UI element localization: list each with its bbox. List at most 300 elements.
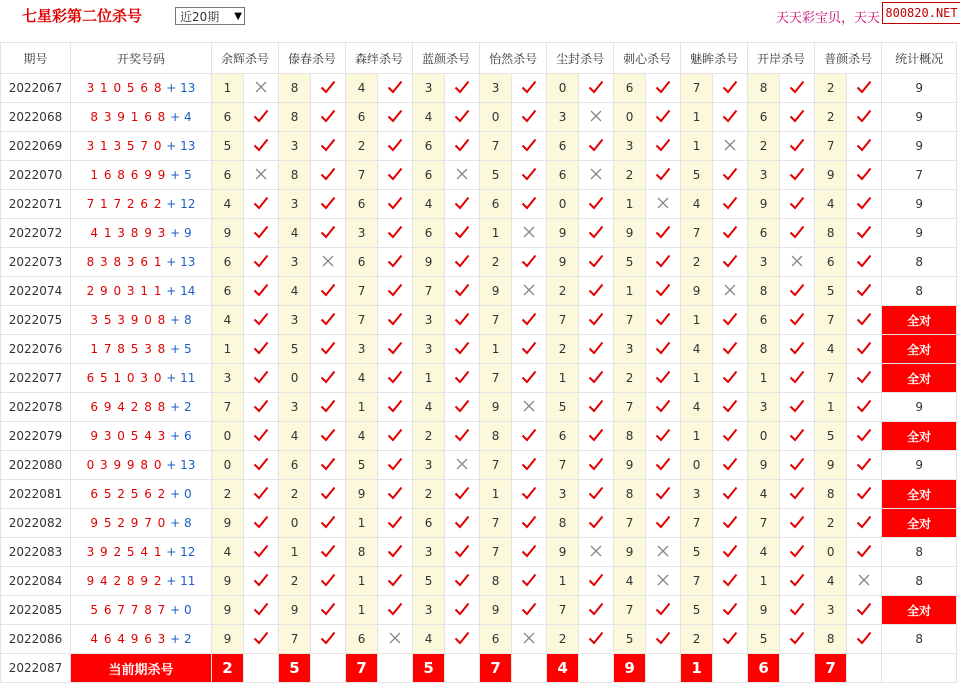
current-blank-cell (713, 654, 748, 683)
draw-numbers-cell (71, 335, 212, 364)
kill-result-cell (713, 451, 748, 480)
check-icon (588, 311, 604, 327)
check-icon (588, 195, 604, 211)
kill-digit-cell: 0 (547, 74, 579, 103)
check-icon (387, 543, 403, 559)
kill-result-cell (780, 480, 815, 509)
draw-numbers: 4 6 4 9 6 3 (90, 632, 167, 646)
cross-icon (522, 399, 536, 413)
check-icon (856, 340, 872, 356)
kill-digit-cell: 6 (547, 132, 579, 161)
kill-digit-cell: 4 (212, 190, 244, 219)
kill-result-cell (378, 480, 413, 509)
kill-result-cell (445, 103, 480, 132)
kill-result-cell (780, 132, 815, 161)
kill-result-cell (244, 567, 279, 596)
check-icon (655, 137, 671, 153)
kill-digit-cell: 9 (681, 277, 713, 306)
kill-result-cell (579, 509, 614, 538)
kill-result-cell (713, 132, 748, 161)
draw-extra: + 13 (162, 458, 196, 472)
kill-result-cell (713, 161, 748, 190)
current-blank-cell (244, 654, 279, 683)
draw-extra: + 9 (166, 226, 192, 240)
kill-result-cell (244, 422, 279, 451)
check-icon (320, 485, 336, 501)
check-icon (588, 630, 604, 646)
kill-digit-cell: 9 (614, 219, 646, 248)
check-icon (320, 514, 336, 530)
cross-icon (522, 283, 536, 297)
stat-cell: 9 (882, 393, 957, 422)
kill-digit-cell: 0 (279, 364, 311, 393)
stat-cell: 8 (882, 277, 957, 306)
kill-result-cell (311, 74, 346, 103)
kill-digit-cell: 7 (815, 306, 847, 335)
kill-digit-cell: 6 (212, 103, 244, 132)
period-cell: 2022072 (1, 219, 71, 248)
kill-digit-cell: 3 (279, 393, 311, 422)
kill-result-cell (780, 248, 815, 277)
kill-digit-cell: 9 (279, 596, 311, 625)
kill-result-cell (244, 74, 279, 103)
check-icon (856, 311, 872, 327)
kill-digit-cell: 9 (480, 277, 512, 306)
check-icon (655, 456, 671, 472)
kill-result-cell (713, 480, 748, 509)
kill-digit-cell: 2 (480, 248, 512, 277)
kill-result-cell (512, 248, 547, 277)
kill-digit-cell: 1 (681, 306, 713, 335)
kill-result-cell (713, 364, 748, 393)
check-icon (722, 601, 738, 617)
kill-digit-cell: 9 (413, 248, 445, 277)
kill-digit-cell: 4 (413, 625, 445, 654)
kill-result-cell (445, 74, 480, 103)
check-icon (789, 398, 805, 414)
kill-result-cell (378, 190, 413, 219)
check-icon (588, 340, 604, 356)
kill-digit-cell: 7 (346, 306, 378, 335)
kill-digit-cell: 1 (346, 567, 378, 596)
check-icon (789, 137, 805, 153)
draw-numbers: 3 5 3 9 0 8 (90, 313, 167, 327)
kill-digit-cell: 4 (346, 74, 378, 103)
kill-result-cell (713, 306, 748, 335)
check-icon (789, 630, 805, 646)
kill-result-cell (713, 103, 748, 132)
kill-digit-cell: 1 (614, 190, 646, 219)
kill-digit-cell: 3 (279, 248, 311, 277)
check-icon (320, 282, 336, 298)
check-icon (588, 398, 604, 414)
cross-icon (388, 631, 402, 645)
check-icon (588, 601, 604, 617)
check-icon (253, 195, 269, 211)
kill-result-cell (445, 422, 480, 451)
kill-digit-cell: 2 (547, 277, 579, 306)
kill-result-cell (780, 538, 815, 567)
check-icon (588, 253, 604, 269)
kill-result-cell (847, 625, 882, 654)
check-icon (856, 79, 872, 95)
kill-digit-cell: 8 (748, 74, 780, 103)
check-icon (320, 601, 336, 617)
kill-digit-cell: 8 (279, 74, 311, 103)
stat-cell: 全对 (882, 596, 957, 625)
check-icon (320, 572, 336, 588)
check-icon (387, 166, 403, 182)
kill-result-cell (378, 306, 413, 335)
kill-digit-cell: 1 (346, 393, 378, 422)
kill-digit-cell: 0 (815, 538, 847, 567)
draw-numbers-cell (71, 219, 212, 248)
kill-result-cell (244, 132, 279, 161)
kill-result-cell (311, 219, 346, 248)
check-icon (253, 427, 269, 443)
kill-result-cell (244, 538, 279, 567)
kill-digit-cell: 0 (681, 451, 713, 480)
current-kill-digit: 1 (681, 654, 713, 683)
table-row (1, 335, 957, 364)
kill-digit-cell: 5 (614, 248, 646, 277)
kill-result-cell (646, 306, 681, 335)
draw-extra: + 8 (166, 516, 192, 530)
draw-numbers-cell (71, 161, 212, 190)
cross-icon (522, 225, 536, 239)
kill-result-cell (780, 393, 815, 422)
kill-digit-cell: 1 (212, 74, 244, 103)
kill-result-cell (646, 103, 681, 132)
kill-result-cell (579, 306, 614, 335)
stat-cell: 全对 (882, 422, 957, 451)
check-icon (655, 79, 671, 95)
check-icon (454, 79, 470, 95)
kill-digit-cell: 9 (212, 625, 244, 654)
kill-digit-cell: 9 (480, 596, 512, 625)
draw-numbers-cell (71, 393, 212, 422)
check-icon (655, 369, 671, 385)
kill-digit-cell: 1 (413, 364, 445, 393)
kill-result-cell (512, 190, 547, 219)
kill-result-cell (579, 364, 614, 393)
table-row (1, 625, 957, 654)
check-icon (789, 340, 805, 356)
kill-result-cell (378, 393, 413, 422)
kill-digit-cell: 8 (480, 567, 512, 596)
kill-digit-cell: 2 (815, 103, 847, 132)
draw-numbers-cell (71, 480, 212, 509)
kill-result-cell (847, 480, 882, 509)
kill-digit-cell: 6 (212, 277, 244, 306)
check-icon (387, 601, 403, 617)
current-kill-digit: 9 (614, 654, 646, 683)
stat-cell: 9 (882, 451, 957, 480)
kill-result-cell (378, 509, 413, 538)
kill-digit-cell: 7 (614, 509, 646, 538)
period-cell: 2022085 (1, 596, 71, 625)
kill-digit-cell: 3 (212, 364, 244, 393)
draw-extra: + 4 (166, 110, 192, 124)
check-icon (856, 630, 872, 646)
kill-result-cell (646, 132, 681, 161)
kill-result-cell (311, 161, 346, 190)
current-blank-cell (378, 654, 413, 683)
check-icon (387, 195, 403, 211)
kill-digit-cell: 3 (614, 335, 646, 364)
kill-result-cell (579, 480, 614, 509)
kill-result-cell (378, 219, 413, 248)
cross-icon (321, 254, 335, 268)
kill-result-cell (646, 219, 681, 248)
current-kill-digit: 7 (480, 654, 512, 683)
table-row (1, 190, 957, 219)
period-cell: 2022077 (1, 364, 71, 393)
kill-result-cell (311, 422, 346, 451)
page-title: 七星彩第二位杀号 (22, 7, 143, 25)
kill-result-cell (445, 625, 480, 654)
kill-digit-cell: 1 (480, 219, 512, 248)
kill-digit-cell: 8 (614, 422, 646, 451)
kill-digit-cell: 3 (346, 219, 378, 248)
kill-digit-cell: 7 (547, 306, 579, 335)
check-icon (320, 311, 336, 327)
kill-result-cell (311, 480, 346, 509)
kill-result-cell (311, 567, 346, 596)
kill-digit-cell: 6 (346, 103, 378, 132)
kill-digit-cell: 5 (279, 335, 311, 364)
check-icon (454, 311, 470, 327)
check-icon (655, 224, 671, 240)
check-icon (789, 108, 805, 124)
stat-cell: 8 (882, 567, 957, 596)
draw-numbers-cell (71, 625, 212, 654)
check-icon (387, 311, 403, 327)
draw-numbers: 3 9 2 5 4 1 (86, 545, 163, 559)
check-icon (454, 224, 470, 240)
table-row (1, 509, 957, 538)
check-icon (588, 427, 604, 443)
kill-result-cell (780, 190, 815, 219)
check-icon (521, 572, 537, 588)
check-icon (789, 543, 805, 559)
check-icon (253, 340, 269, 356)
current-kill-digit: 7 (815, 654, 847, 683)
kill-result-cell (579, 132, 614, 161)
kill-result-cell (311, 306, 346, 335)
kill-digit-cell: 7 (413, 277, 445, 306)
check-icon (521, 340, 537, 356)
table-row (1, 306, 957, 335)
kill-result-cell (311, 248, 346, 277)
check-icon (521, 253, 537, 269)
draw-extra: + 13 (162, 255, 196, 269)
draw-numbers: 6 9 4 2 8 8 (90, 400, 167, 414)
cross-icon (522, 631, 536, 645)
kill-digit-cell: 6 (614, 74, 646, 103)
table-row (1, 248, 957, 277)
kill-digit-cell: 1 (681, 132, 713, 161)
kill-digit-cell: 3 (748, 161, 780, 190)
check-icon (454, 543, 470, 559)
kill-result-cell (244, 625, 279, 654)
check-icon (856, 427, 872, 443)
kill-result-cell (512, 277, 547, 306)
kill-result-cell (713, 596, 748, 625)
kill-digit-cell: 6 (413, 132, 445, 161)
kill-result-cell (780, 306, 815, 335)
range-select[interactable] (175, 7, 245, 25)
check-icon (856, 601, 872, 617)
current-blank-cell (646, 654, 681, 683)
check-icon (521, 369, 537, 385)
draw-extra: + 5 (166, 342, 192, 356)
draw-extra: + 13 (162, 139, 196, 153)
check-icon (387, 398, 403, 414)
kill-result-cell (378, 335, 413, 364)
check-icon (387, 485, 403, 501)
check-icon (454, 282, 470, 298)
draw-extra: + 2 (166, 632, 192, 646)
draw-extra: + 5 (166, 168, 192, 182)
check-icon (454, 108, 470, 124)
kill-digit-cell: 9 (614, 538, 646, 567)
table-row (1, 393, 957, 422)
kill-digit-cell: 2 (279, 480, 311, 509)
top-bar (0, 0, 960, 34)
kill-digit-cell: 4 (413, 103, 445, 132)
table-row (1, 277, 957, 306)
check-icon (454, 398, 470, 414)
kill-digit-cell: 6 (212, 161, 244, 190)
kill-result-cell (847, 422, 882, 451)
draw-extra: + 11 (162, 574, 196, 588)
draw-numbers: 9 5 2 9 7 0 (90, 516, 167, 530)
check-icon (387, 369, 403, 385)
header-expert-4: 怡然杀号 (480, 43, 547, 74)
kill-result-cell (378, 132, 413, 161)
site-badge[interactable]: 800820.NET (882, 2, 960, 24)
check-icon (856, 108, 872, 124)
cross-icon (656, 573, 670, 587)
kill-digit-cell: 8 (815, 219, 847, 248)
kill-digit-cell: 9 (748, 596, 780, 625)
kill-digit-cell: 8 (815, 480, 847, 509)
kill-digit-cell: 1 (815, 393, 847, 422)
kill-digit-cell: 6 (413, 509, 445, 538)
kill-result-cell (378, 567, 413, 596)
current-kill-digit: 5 (413, 654, 445, 683)
table-row (1, 74, 957, 103)
draw-extra: + 0 (166, 487, 192, 501)
kill-digit-cell: 4 (681, 190, 713, 219)
kill-result-cell (445, 567, 480, 596)
check-icon (722, 311, 738, 327)
kill-result-cell (244, 451, 279, 480)
kill-result-cell (378, 364, 413, 393)
check-icon (655, 514, 671, 530)
draw-numbers-cell (71, 596, 212, 625)
draw-extra: + 14 (162, 284, 196, 298)
kill-result-cell (512, 335, 547, 364)
period-cell: 2022076 (1, 335, 71, 364)
check-icon (320, 427, 336, 443)
kill-result-cell (847, 190, 882, 219)
period-cell: 2022080 (1, 451, 71, 480)
check-icon (454, 195, 470, 211)
check-icon (320, 79, 336, 95)
check-icon (655, 485, 671, 501)
kill-digit-cell: 7 (681, 219, 713, 248)
kill-digit-cell: 2 (547, 625, 579, 654)
kill-digit-cell: 9 (346, 480, 378, 509)
check-icon (722, 253, 738, 269)
draw-numbers-cell (71, 74, 212, 103)
check-icon (253, 224, 269, 240)
kill-result-cell (244, 219, 279, 248)
stat-cell: 全对 (882, 480, 957, 509)
check-icon (253, 282, 269, 298)
kill-digit-cell: 1 (681, 364, 713, 393)
kill-result-cell (780, 509, 815, 538)
kill-result-cell (847, 219, 882, 248)
draw-numbers-cell (71, 277, 212, 306)
kill-digit-cell: 4 (815, 190, 847, 219)
check-icon (253, 137, 269, 153)
kill-digit-cell: 4 (413, 393, 445, 422)
check-icon (655, 427, 671, 443)
kill-digit-cell: 8 (480, 422, 512, 451)
kill-result-cell (445, 132, 480, 161)
kill-digit-cell: 7 (547, 451, 579, 480)
check-icon (454, 137, 470, 153)
check-icon (320, 224, 336, 240)
period-cell: 2022083 (1, 538, 71, 567)
kill-digit-cell: 6 (748, 103, 780, 132)
cross-icon (790, 254, 804, 268)
current-label: 当前期杀号 (71, 654, 212, 683)
kill-result-cell (713, 190, 748, 219)
period-cell: 2022081 (1, 480, 71, 509)
kill-digit-cell: 2 (413, 480, 445, 509)
kill-digit-cell: 9 (815, 161, 847, 190)
kill-digit-cell: 8 (346, 538, 378, 567)
draw-numbers: 9 3 0 5 4 3 (90, 429, 167, 443)
kill-result-cell (713, 567, 748, 596)
stat-cell: 9 (882, 132, 957, 161)
kill-result-cell (780, 625, 815, 654)
check-icon (789, 485, 805, 501)
kill-digit-cell: 3 (748, 393, 780, 422)
kill-result-cell (646, 190, 681, 219)
kill-result-cell (646, 625, 681, 654)
kill-result-cell (579, 248, 614, 277)
check-icon (253, 311, 269, 327)
draw-extra: + 11 (162, 371, 196, 385)
kill-digit-cell: 0 (212, 422, 244, 451)
header-period: 期号 (1, 43, 71, 74)
kill-digit-cell: 5 (681, 538, 713, 567)
kill-result-cell (512, 625, 547, 654)
kill-result-cell (378, 161, 413, 190)
check-icon (454, 601, 470, 617)
period-cell: 2022086 (1, 625, 71, 654)
check-icon (588, 79, 604, 95)
stat-cell: 8 (882, 625, 957, 654)
kill-digit-cell: 6 (547, 422, 579, 451)
kill-result-cell (847, 509, 882, 538)
kill-digit-cell: 9 (212, 509, 244, 538)
